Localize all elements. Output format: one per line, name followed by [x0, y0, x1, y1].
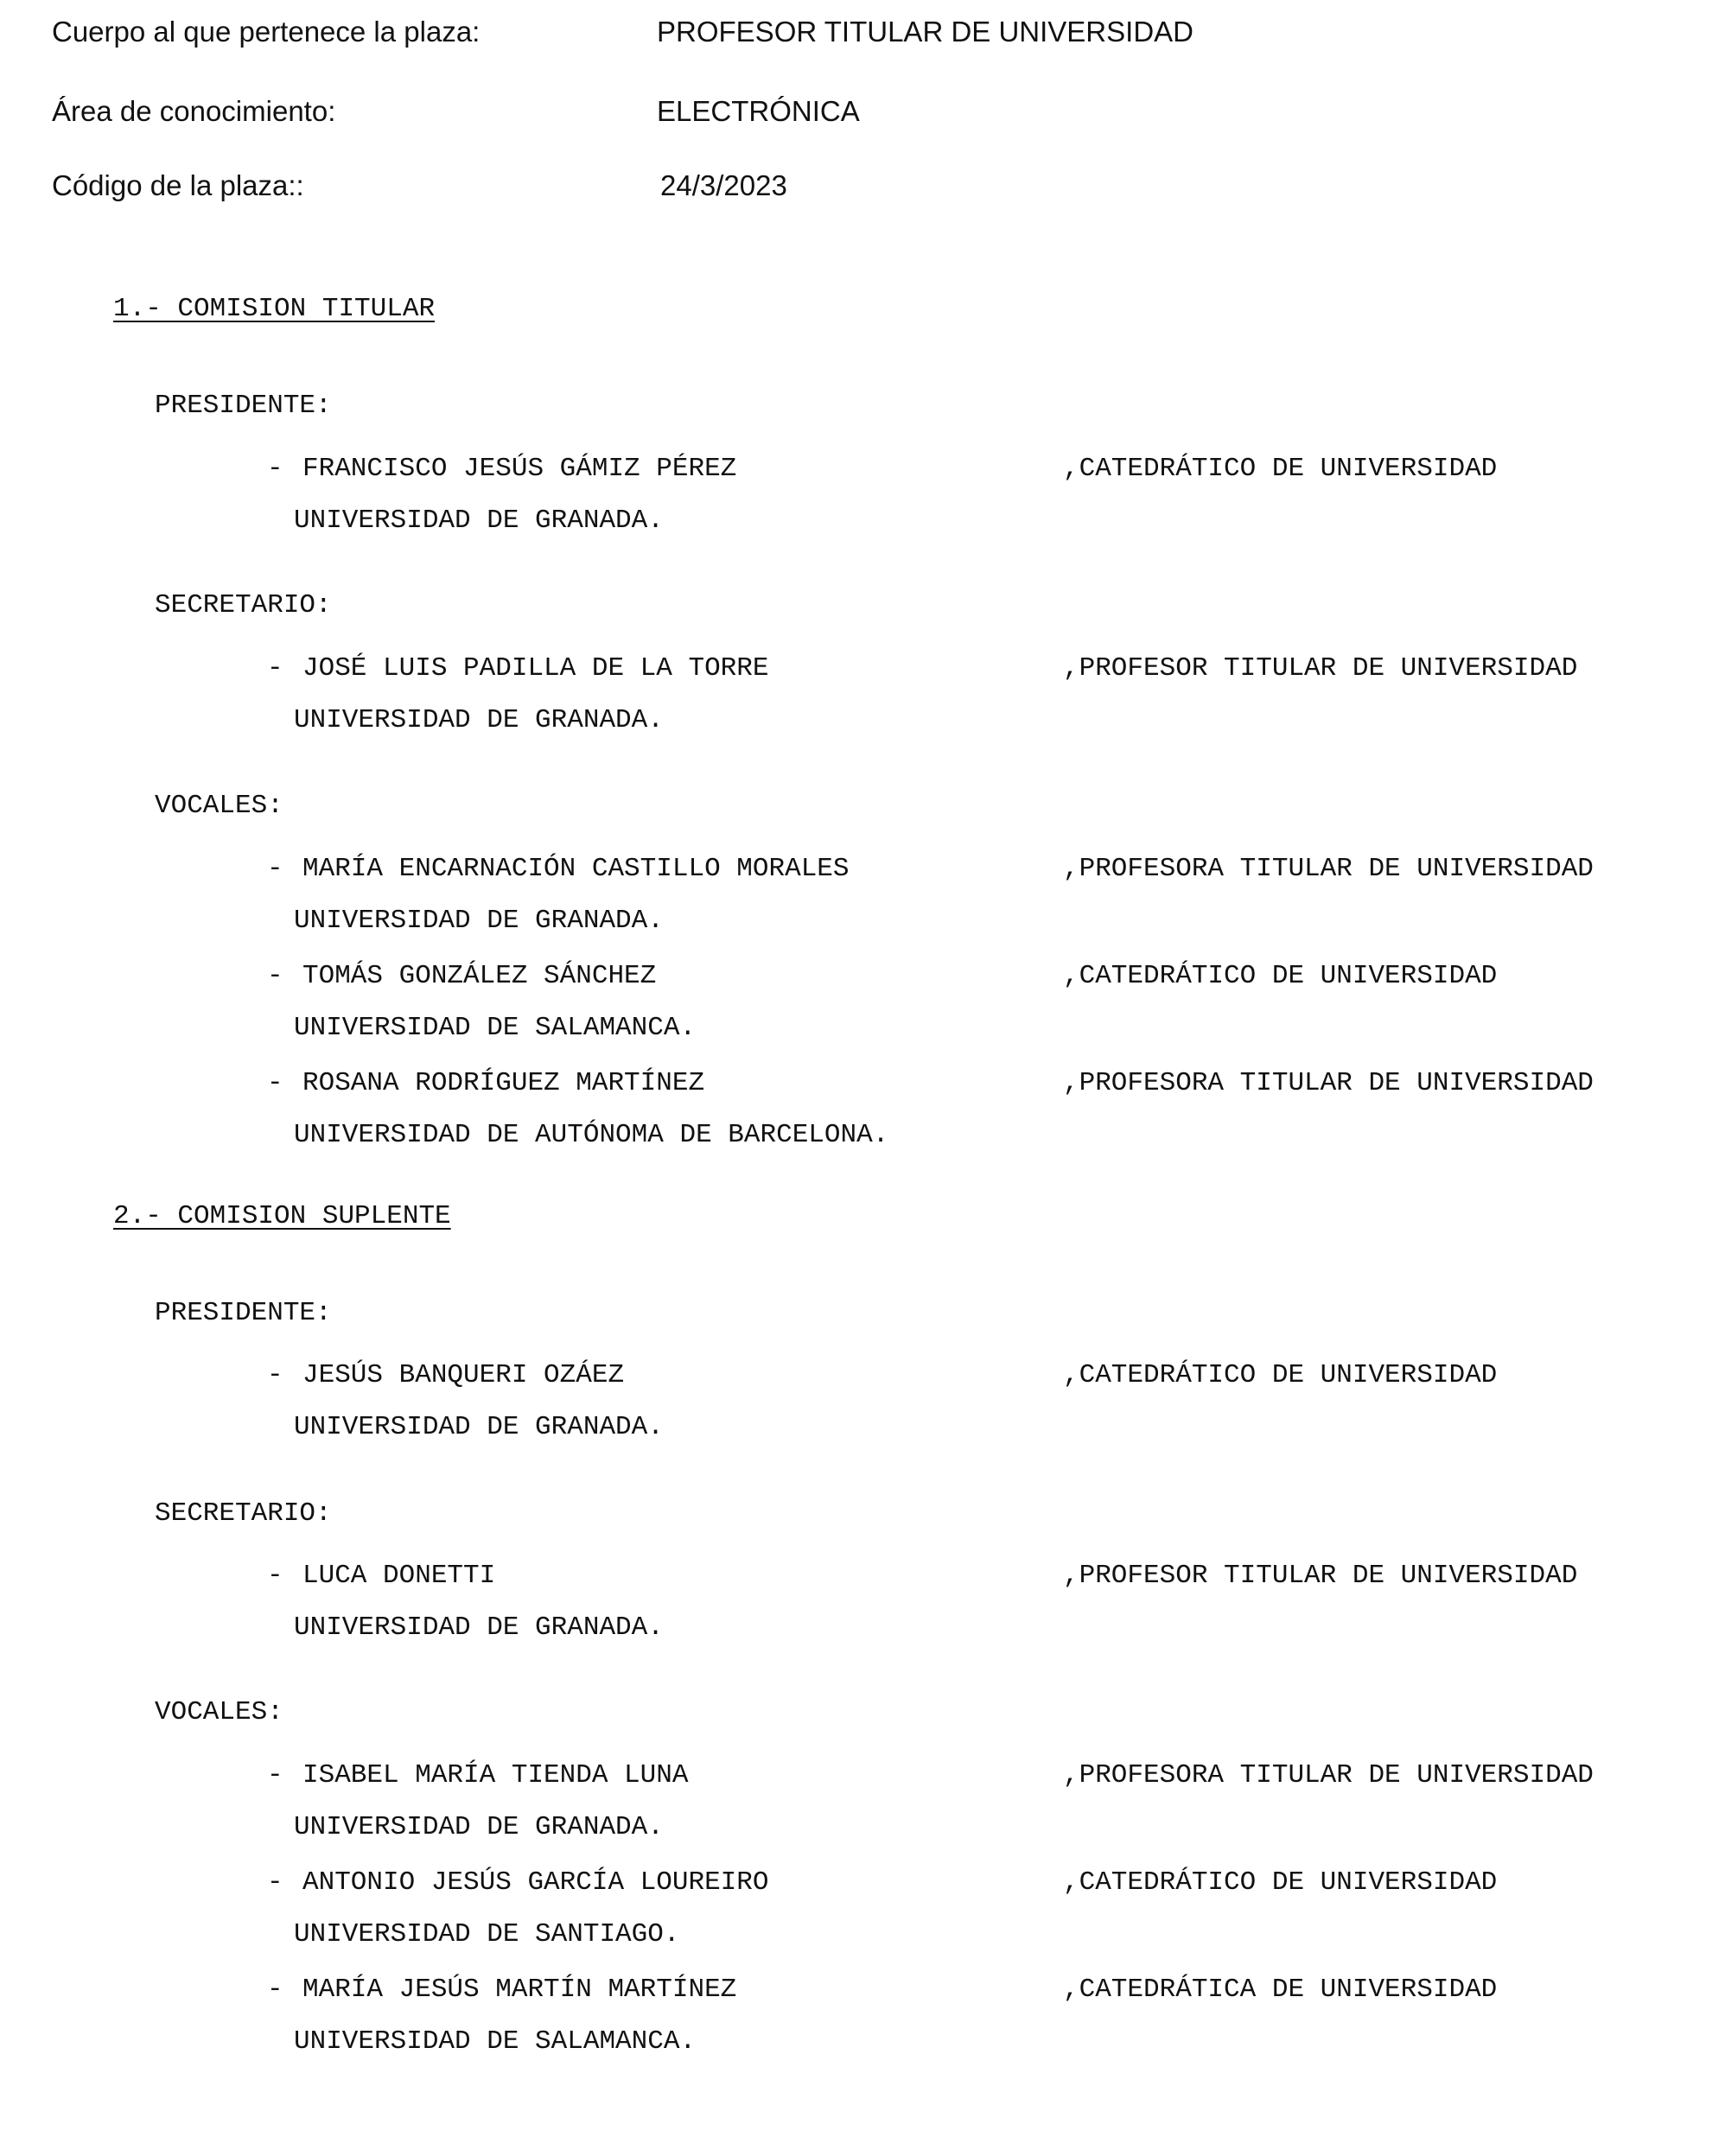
bullet-dash: -	[267, 653, 283, 684]
header-label: Área de conocimiento:	[52, 95, 336, 127]
member-entry	[0, 1760, 1725, 1855]
member-name: JESÚS BANQUERI OZÁEZ	[302, 1360, 625, 1390]
member-entry	[0, 653, 1725, 748]
member-institution: UNIVERSIDAD DE GRANADA.	[294, 906, 664, 936]
member-rank: ,PROFESORA TITULAR DE UNIVERSIDAD	[1063, 1760, 1594, 1790]
member-institution: UNIVERSIDAD DE SALAMANCA.	[294, 1013, 697, 1043]
member-rank: ,CATEDRÁTICO DE UNIVERSIDAD	[1063, 454, 1498, 484]
member-rank: ,CATEDRÁTICO DE UNIVERSIDAD	[1063, 961, 1498, 991]
role-label-presidente: PRESIDENTE:	[155, 1298, 332, 1328]
role-label-vocales: VOCALES:	[155, 1697, 283, 1727]
member-rank: ,CATEDRÁTICO DE UNIVERSIDAD	[1063, 1867, 1498, 1898]
member-rank: ,CATEDRÁTICA DE UNIVERSIDAD	[1063, 1975, 1498, 2005]
member-rank: ,PROFESORA TITULAR DE UNIVERSIDAD	[1063, 1068, 1594, 1098]
bullet-dash: -	[267, 1760, 283, 1790]
member-entry	[0, 1068, 1725, 1163]
member-name: ANTONIO JESÚS GARCÍA LOUREIRO	[302, 1867, 769, 1898]
member-name: ISABEL MARÍA TIENDA LUNA	[302, 1760, 689, 1790]
member-institution: UNIVERSIDAD DE GRANADA.	[294, 1612, 664, 1643]
role-label-presidente: PRESIDENTE:	[155, 391, 332, 421]
bullet-dash: -	[267, 454, 283, 484]
header-row-codigo	[52, 169, 1694, 213]
member-entry	[0, 1867, 1725, 1962]
member-rank: ,PROFESOR TITULAR DE UNIVERSIDAD	[1063, 1561, 1578, 1591]
section-title-titular: 1.- COMISION TITULAR	[113, 294, 436, 324]
member-entry	[0, 1975, 1725, 2070]
member-name: ROSANA RODRÍGUEZ MARTÍNEZ	[302, 1068, 705, 1098]
member-name: TOMÁS GONZÁLEZ SÁNCHEZ	[302, 961, 657, 991]
member-name: MARÍA ENCARNACIÓN CASTILLO MORALES	[302, 854, 850, 884]
member-rank: ,CATEDRÁTICO DE UNIVERSIDAD	[1063, 1360, 1498, 1390]
header-row-area	[52, 95, 1694, 138]
member-name: FRANCISCO JESÚS GÁMIZ PÉREZ	[302, 454, 737, 484]
bullet-dash: -	[267, 1867, 283, 1898]
header-value: ELECTRÓNICA	[657, 95, 860, 127]
bullet-dash: -	[267, 1561, 283, 1591]
header-label: Cuerpo al que pertenece la plaza:	[52, 16, 481, 48]
member-entry	[0, 454, 1725, 549]
member-rank: ,PROFESOR TITULAR DE UNIVERSIDAD	[1063, 653, 1578, 684]
bullet-dash: -	[267, 961, 283, 991]
header-value: 24/3/2023	[660, 169, 787, 201]
bullet-dash: -	[267, 1068, 283, 1098]
member-entry	[0, 961, 1725, 1056]
member-name: JOSÉ LUIS PADILLA DE LA TORRE	[302, 653, 769, 684]
member-rank: ,PROFESORA TITULAR DE UNIVERSIDAD	[1063, 854, 1594, 884]
header-row-cuerpo	[52, 16, 1694, 59]
member-institution: UNIVERSIDAD DE GRANADA.	[294, 506, 664, 536]
header-value: PROFESOR TITULAR DE UNIVERSIDAD	[657, 16, 1193, 48]
member-institution: UNIVERSIDAD DE AUTÓNOMA DE BARCELONA.	[294, 1120, 889, 1150]
bullet-dash: -	[267, 1975, 283, 2005]
member-institution: UNIVERSIDAD DE SALAMANCA.	[294, 2026, 697, 2057]
role-label-secretario: SECRETARIO:	[155, 590, 332, 620]
header-label: Código de la plaza::	[52, 169, 304, 201]
role-label-vocales: VOCALES:	[155, 791, 283, 821]
bullet-dash: -	[267, 854, 283, 884]
member-institution: UNIVERSIDAD DE GRANADA.	[294, 1412, 664, 1442]
member-entry	[0, 1360, 1725, 1455]
member-institution: UNIVERSIDAD DE SANTIAGO.	[294, 1919, 680, 1949]
member-institution: UNIVERSIDAD DE GRANADA.	[294, 705, 664, 735]
member-institution: UNIVERSIDAD DE GRANADA.	[294, 1812, 664, 1842]
section-title-suplente: 2.- COMISION SUPLENTE	[113, 1201, 451, 1231]
member-entry	[0, 854, 1725, 949]
bullet-dash: -	[267, 1360, 283, 1390]
member-name: MARÍA JESÚS MARTÍN MARTÍNEZ	[302, 1975, 737, 2005]
role-label-secretario: SECRETARIO:	[155, 1498, 332, 1529]
member-name: LUCA DONETTI	[302, 1561, 496, 1591]
member-entry	[0, 1561, 1725, 1656]
